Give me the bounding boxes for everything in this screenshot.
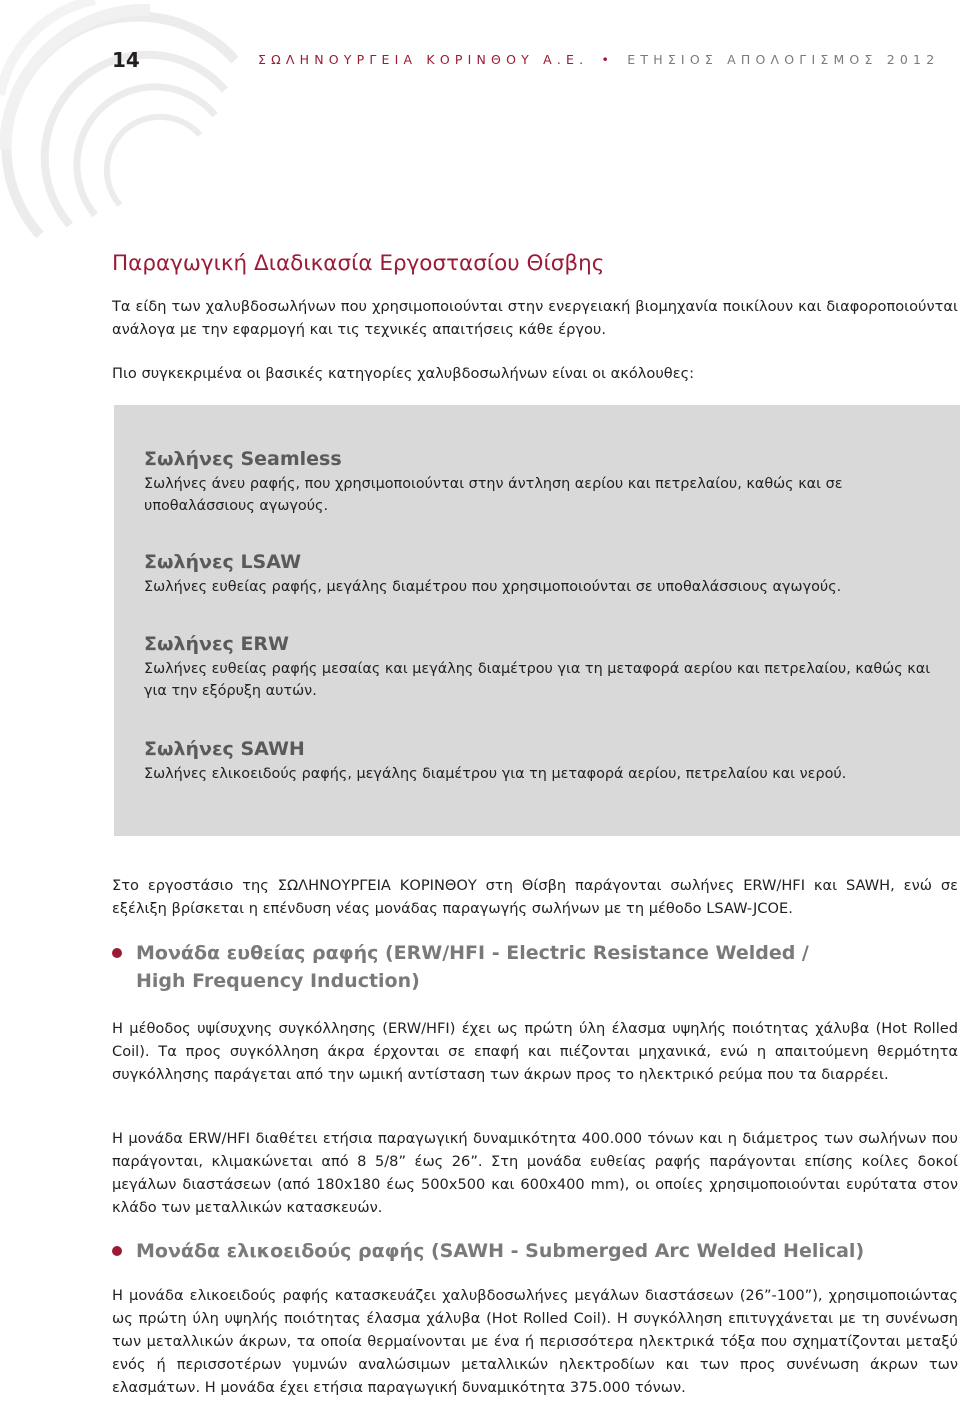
page-number: 14 [112,48,140,72]
pipe-type-sawh [144,737,944,785]
pipe-type-seamless [144,447,944,517]
erw-paragraph-2: Η μονάδα ERW/HFI διαθέτει ετήσια παραγωγική δυναμικότητα 400.000 τόνων και η διάμετρος των σωλήνων που παράγονται, κλιμακώνεται από 8 5/8” έως 26”. Στη μονάδα ευθείας ραφής παράγονται επίσης κοίλες δοκοί μεγάλων διαστάσεων (από 180x180 έως 500x500 και 600x400 mm), οι οποίες χρησιμοποιούνται ευρύτατα στον κλάδο των μεταλλικών κατασκευών. [112,1130,958,1216]
section-title: Παραγωγική Διαδικασία Εργοστασίου Θίσβης [112,251,605,276]
pipe-type-title: Σωλήνες ERW [144,633,290,655]
pipe-type-description: Σωλήνες ευθείας ραφής μεσαίας και μεγάλης διαμέτρου για τη μεταφορά αερίου και πετρελαίου, καθώς και για την εξόρυξη αυτών. [144,661,931,699]
header-company: ΣΩΛΗΝΟΥΡΓΕΙΑ ΚΟΡΙΝΘΟΥ Α.Ε. [258,52,589,67]
categories-intro: Πιο συγκεκριμένα οι βασικές κατηγορίες χαλυβδοσωλήνων είναι οι ακόλουθες: [112,365,695,382]
erw-unit-heading [112,939,958,995]
pipe-type-description: Σωλήνες ελικοειδούς ραφής, μεγάλης διαμέτρου για τη μεταφορά αερίου, πετρελαίου και νερού. [144,766,847,782]
decorative-arcs [0,0,260,250]
erw-paragraph-1: Η μέθοδος υψίσυχνης συγκόλλησης (ERW/HFI) έχει ως πρώτη ύλη έλασμα υψηλής ποιότητας χάλυβα (Hot Rolled Coil). Τα προς συγκόλληση άκρα έρχονται σε επαφή και πιέζονται μηχανικά, ενώ η απαιτούμενη θερμότητα συγκόλλησης παράγεται από την ωμική αντίσταση των άκρων προς το ηλεκτρικό ρεύμα που τα διαρρέει. [112,1020,958,1083]
pipe-type-erw [144,632,944,702]
pipe-type-title: Σωλήνες LSAW [144,551,302,573]
header-separator: • [601,52,615,67]
sawh-heading-text: Μονάδα ελικοειδούς ραφής (SAWH - Submerged Arc Welded Helical) [136,1240,865,1262]
pipe-type-description: Σωλήνες άνευ ραφής, που χρησιμοποιούνται στην άντληση αερίου και πετρελαίου, καθώς και σε υποθαλάσσιους αγωγούς. [144,476,843,514]
pipe-type-description: Σωλήνες ευθείας ραφής, μεγάλης διαμέτρου που χρησιμοποιούνται σε υποθαλάσσιους αγωγούς. [144,579,842,595]
pipe-type-lsaw [144,550,944,598]
intro-paragraph: Τα είδη των χαλυβδοσωλήνων που χρησιμοποιούνται στην ενεργειακή βιομηχανία ποικίλουν και διαφοροποιούνται ανάλογα με την εφαρμογή και τις τεχνικές απαιτήσεις κάθε έργου. [112,298,958,338]
running-header [258,52,939,67]
pipe-types-box [114,405,960,836]
factory-paragraph: Στο εργοστάσιο της ΣΩΛΗΝΟΥΡΓΕΙΑ ΚΟΡΙΝΘΟΥ στη Θίσβη παράγονται σωλήνες ERW/HFI και SAWH, ενώ σε εξέλιξη βρίσκεται η επένδυση νέας μονάδας παραγωγής σωλήνων με τη μέθοδο LSAW-JCOE. [112,877,958,917]
pipe-type-title: Σωλήνες SAWH [144,738,305,760]
sawh-paragraph: Η μονάδα ελικοειδούς ραφής κατασκευάζει χαλυβδοσωλήνες μεγάλων διαστάσεων (26”-100”), χρησιμοποιώντας ως πρώτη ύλη υψηλής ποιότητας έλασμα χάλυβα (Hot Rolled Coil). Η συγκόλληση επιτυγχάνεται με τη συνένωση των μεταλλικών άκρων, τα οποία θερμαίνονται με ένα ή περισσότερα ηλεκτρικά τόξα που σχηματίζονται μεταξύ ενός ή περισσοτέρων γυμνών αναλώσιμων μεταλλικών ηλεκτροδίων και των προς συνένωση άκρων των ελασμάτων. Η μονάδα έχει ετήσια παραγωγική δυναμικότητα 375.000 τόνων. [112,1287,958,1396]
sawh-unit-heading [112,1237,958,1265]
pipe-type-title: Σωλήνες Seamless [144,448,342,470]
header-report-title: ΕΤΗΣΙΟΣ ΑΠΟΛΟΓΙΣΜΟΣ 2012 [627,52,940,67]
erw-heading-line2: High Frequency Induction) [136,970,420,992]
erw-heading-line1: Μονάδα ευθείας ραφής (ERW/HFI - Electric Resistance Welded / [136,942,809,964]
